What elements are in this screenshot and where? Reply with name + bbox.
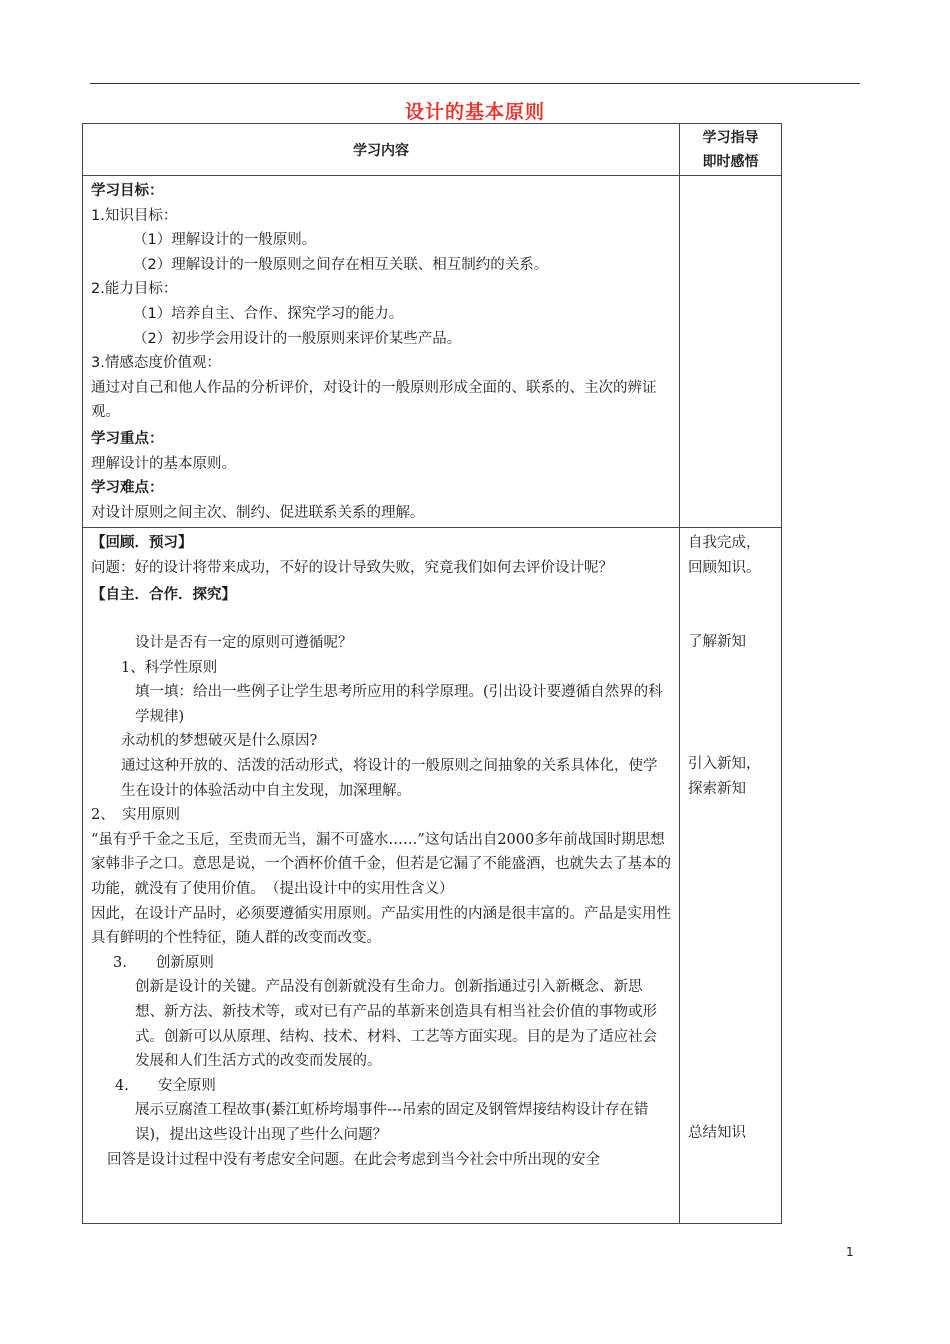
difficulty-heading: 学习难点： xyxy=(91,480,164,497)
objectives-heading: 学习目标： xyxy=(91,183,164,199)
ability-item-2: （2）初步学会用设计的一般原则来评价某些产品。 xyxy=(133,330,462,347)
values-item: 通过对自己和他人作品的分析评价，对设计的一般原则形成全面的、联系的、主次的辨证观。 xyxy=(91,379,657,421)
note-learn-new: 了解新知 xyxy=(688,633,746,650)
section-2-para-1: “虽有乎千金之玉卮，至贵而无当，漏不可盛水……”这句话出自2000多年前战国时期思想家韩非子之口。意思是说，一个酒杯价值千金，但若是它漏了不能盛酒，也就失去了基本的功能，就没有了使用价值。 （提出设计中的实用性含义） xyxy=(91,831,671,898)
key-point-text: 理解设计的基本原则。 xyxy=(91,455,236,472)
guide-header-line2: 即时感悟 xyxy=(702,153,759,170)
section-3-para-1: 创新是设计的关键。产品没有创新就没有生命力。创新指通过引入新概念、新思想、新方法、新技术等，或对已有产品的革新来创造具有相当社会价值的事物或形式。创新可以从原理、结构、技术、材料、工艺等方面实现。目的是为了适应社会发展和人们生活方式的改变而发展的。 xyxy=(135,979,657,1070)
ability-item-1: （1）培养自主、合作、探究学习的能力。 xyxy=(133,305,404,322)
key-point-heading: 学习重点： xyxy=(91,430,164,447)
knowledge-goal: 1.知识目标： xyxy=(91,207,178,224)
content-header: 学习内容 xyxy=(83,124,680,176)
explore-heading: 【自主．合作．探究】 xyxy=(91,586,236,603)
table-header-row xyxy=(83,124,782,176)
ability-goal: 2.能力目标： xyxy=(91,281,178,298)
section-1-para-1-text: 填一填：给出一些例子让学生思考所应用的科学原理。(引出设计要遵循自然界的科学规律) xyxy=(135,684,663,725)
note-summarize: 总结知识 xyxy=(688,1125,746,1142)
page-number: 1 xyxy=(846,1245,854,1259)
section-1-para-1 xyxy=(91,680,671,729)
body-cell xyxy=(83,528,680,1224)
objectives-side-cell xyxy=(680,176,782,528)
note-explore-new: 探索新知 xyxy=(688,780,746,797)
values-goal: 3.情感态度价值观： xyxy=(91,355,221,372)
section-3-title: 3. 创新原则 xyxy=(113,954,214,971)
lesson-table xyxy=(82,123,782,1224)
note-introduce-new: 引入新知， xyxy=(688,756,761,773)
knowledge-item-2: （2）理解设计的一般原则之间存在相互关联、相互制约的关系。 xyxy=(133,256,549,273)
section-4-title: 4. 安全原则 xyxy=(115,1077,216,1094)
guide-notes-cell xyxy=(680,528,782,1224)
knowledge-item-1: （1）理解设计的一般原则。 xyxy=(133,232,317,249)
section-1-title: 1、科学性原则 xyxy=(121,659,218,676)
section-1-para-3: 通过这种开放的、活泼的活动形式，将设计的一般原则之间抽象的关系具体化，使学生在设计的体验活动中自主发现，加深理解。 xyxy=(121,758,658,799)
body-row xyxy=(83,528,782,1224)
note-review-knowledge: 回顾知识。 xyxy=(688,559,761,576)
section-4-para-1: 展示豆腐渣工程故事(綦江虹桥垮塌事件---吊索的固定及钢管焊接结构设计存在错误)，提出这些设计出现了些什么问题？ xyxy=(135,1102,649,1143)
intro-paragraph: 设计是否有一定的原则可遵循呢？ xyxy=(135,635,353,652)
page-title: 设计的基本原则 xyxy=(404,101,545,123)
section-2-title: 2、 实用原则 xyxy=(91,807,180,824)
review-heading: 【回顾．预习】 xyxy=(91,535,193,552)
section-1-para-2: 永动机的梦想破灭是什么原因? xyxy=(121,733,318,750)
section-2-para-2: 因此，在设计产品时，必须要遵循实用原则。产品实用性的内涵是很丰富的。产品是实用性具有鲜明的个性特征，随人群的改变而改变。 xyxy=(91,905,671,947)
section-4-para-2: 回答是设计过程中没有考虑安全问题。在此会考虑到当今社会中所出现的安全 xyxy=(107,1151,600,1168)
guide-header-line1: 学习指导 xyxy=(702,129,759,146)
difficulty-text: 对设计原则之间主次、制约、促进联系关系的理解。 xyxy=(91,504,425,521)
note-self-complete: 自我完成， xyxy=(688,535,761,552)
guide-header xyxy=(680,124,782,176)
header-rule xyxy=(90,83,860,84)
review-question: 问题：好的设计将带来成功，不好的设计导致失败，究竟我们如何去评价设计呢？ xyxy=(91,559,613,576)
objectives-cell xyxy=(83,176,680,528)
objectives-row xyxy=(83,176,782,528)
